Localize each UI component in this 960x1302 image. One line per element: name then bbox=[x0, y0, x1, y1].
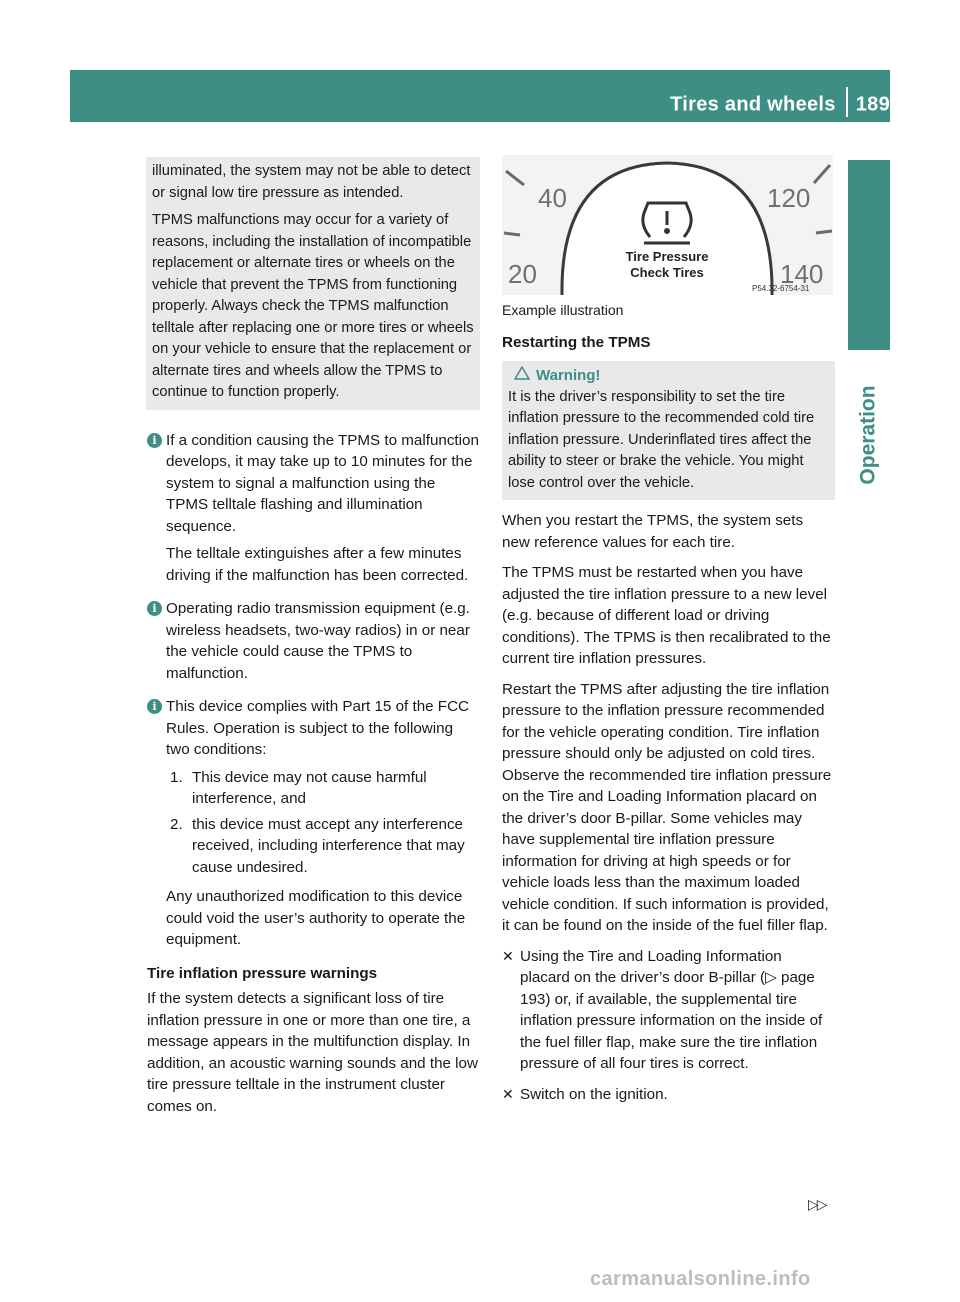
step-arrow-icon: ✕ bbox=[502, 1085, 514, 1102]
note-text: This device complies with Part 15 of the FCC Rules. Operation is subject to the following two conditions: bbox=[166, 698, 470, 758]
instruction-step bbox=[502, 946, 835, 1075]
list-text: This device may not cause harmful interference, and bbox=[192, 768, 427, 807]
footer-watermark[interactable]: carmanualsonline.info bbox=[590, 1268, 811, 1290]
info-note bbox=[147, 598, 480, 684]
section-heading: Restarting the TPMS bbox=[502, 333, 651, 351]
chapter-title: Tires and wheels bbox=[670, 93, 836, 116]
note-text: If a condition causing the TPMS to malfunction develops, it may take up to 10 minutes for the system to signal a malfunction using the TPMS telltale flashing and illumination sequence. bbox=[166, 431, 479, 535]
instruction-step bbox=[502, 1084, 835, 1106]
step-text: Switch on the ignition. bbox=[520, 1085, 668, 1103]
page-number: 189 bbox=[855, 93, 890, 116]
info-icon: i bbox=[147, 433, 162, 448]
box-paragraph: illuminated, the system may not be able to detect or signal low tire pressure as intended. bbox=[152, 163, 471, 201]
info-note bbox=[147, 696, 480, 951]
body-paragraph: When you restart the TPMS, the system sets new reference values for each tire. bbox=[502, 512, 804, 551]
step-text: Using the Tire and Loading Information placard on the driver’s door B-pillar ( bbox=[520, 947, 782, 986]
left-column bbox=[147, 157, 480, 1126]
tire-pressure-msg: Tire Pressure bbox=[625, 249, 709, 264]
body-paragraph: Restart the TPMS after adjusting the tire inflation pressure to the inflation pressure recommended for the vehicle operating condition. Tire inflation pressure should only be adjusted on cold tires. Observe the recommended tire inflation pressure on the Tire and Loading Information placard on the driver’s door B-pillar. Some vehicles may have supplemental tire inflation pressure information for driving at high speeds or for vehicle loads less than the maximum loaded vehicle condition. If such information is provided, it can be found on the inside of the fuel filler flap. bbox=[502, 680, 832, 934]
page-reference-link[interactable]: page 193 bbox=[520, 969, 815, 1008]
box-paragraph: TPMS malfunctions may occur for a variety of reasons, including the installation of incompatible replacement or alternate tires or wheels on the vehicle that prevent the TPMS from functioning properly. Always check the TPMS malfunction telltale after replacing one or more tires or wheels on your vehicle to ensure that the replacement or alternate tires and wheels allow the TPMS to continue to function properly. bbox=[152, 212, 474, 400]
speed-label-120: 120 bbox=[767, 183, 811, 213]
info-note bbox=[147, 430, 480, 587]
warning-box bbox=[502, 361, 835, 500]
side-tab-label bbox=[848, 370, 890, 500]
info-icon: i bbox=[147, 699, 162, 714]
warning-text: It is the driver’s responsibility to set the tire inflation pressure to the recommended cold tire inflation pressure. Underinflated tires affect the ability to steer or brake the vehicle. You might lose control over the vehicle. bbox=[508, 388, 815, 491]
warning-continuation-box bbox=[146, 157, 480, 410]
note-text: Any unauthorized modification to this device could void the user’s authority to operate the equipment. bbox=[166, 888, 466, 948]
body-paragraph: If the system detects a significant loss of tire inflation pressure in one or more than one tire, a message appears in the multifunction display. In addition, an acoustic warning sounds and the low tire pressure telltale in the instrument cluster comes on. bbox=[147, 990, 478, 1115]
instrument-cluster-illustration bbox=[502, 155, 833, 295]
side-tab-block bbox=[848, 160, 890, 350]
list-text: this device must accept any interference received, including interference that may cause undesired. bbox=[192, 815, 465, 876]
list-item bbox=[166, 814, 480, 879]
warning-header bbox=[508, 365, 829, 387]
conditions-list bbox=[166, 767, 480, 879]
list-item bbox=[166, 767, 480, 810]
note-text: Operating radio transmission equipment (e.g. wireless headsets, two-way radios) in or near the vehicle could cause the TPMS to malfunction. bbox=[166, 600, 470, 682]
page-header bbox=[590, 90, 890, 120]
speed-label-40: 40 bbox=[538, 183, 567, 213]
check-tires-msg: Check Tires bbox=[630, 265, 704, 280]
info-icon: i bbox=[147, 601, 162, 616]
list-number: 1. bbox=[170, 768, 183, 786]
figure-code: P54.32-6754-31 bbox=[752, 284, 810, 293]
figure-caption: Example illustration bbox=[502, 302, 624, 318]
cluster-svg bbox=[502, 155, 833, 295]
step-arrow-icon: ✕ bbox=[502, 947, 514, 964]
section-heading: Tire inflation pressure warnings bbox=[147, 964, 378, 982]
right-column bbox=[502, 300, 835, 1114]
list-number: 2. bbox=[170, 815, 183, 833]
note-text: The telltale extinguishes after a few minutes driving if the malfunction has been corrected. bbox=[166, 545, 469, 584]
header-divider bbox=[846, 87, 848, 117]
warning-title: Warning! bbox=[536, 367, 601, 384]
page-ref-arrow-icon: ▷ bbox=[765, 969, 781, 986]
continue-icon: ▷▷ bbox=[808, 1196, 826, 1212]
step-text: ) or, if available, the supplemental tire inflation pressure information on the inside of the fuel filler flap, make sure the tire inflation pressure of all four tires is correct. bbox=[520, 990, 823, 1072]
warning-triangle-icon bbox=[514, 365, 530, 387]
speed-label-20: 20 bbox=[508, 259, 537, 289]
speed-label-140: 140 bbox=[780, 259, 824, 289]
body-paragraph: The TPMS must be restarted when you have adjusted the tire inflation pressure to a new level (e.g. because of different load or driving conditions). The TPMS is then recalibrated to the current tire inflation pressures. bbox=[502, 564, 831, 667]
side-tab-text: Operation bbox=[857, 385, 880, 485]
